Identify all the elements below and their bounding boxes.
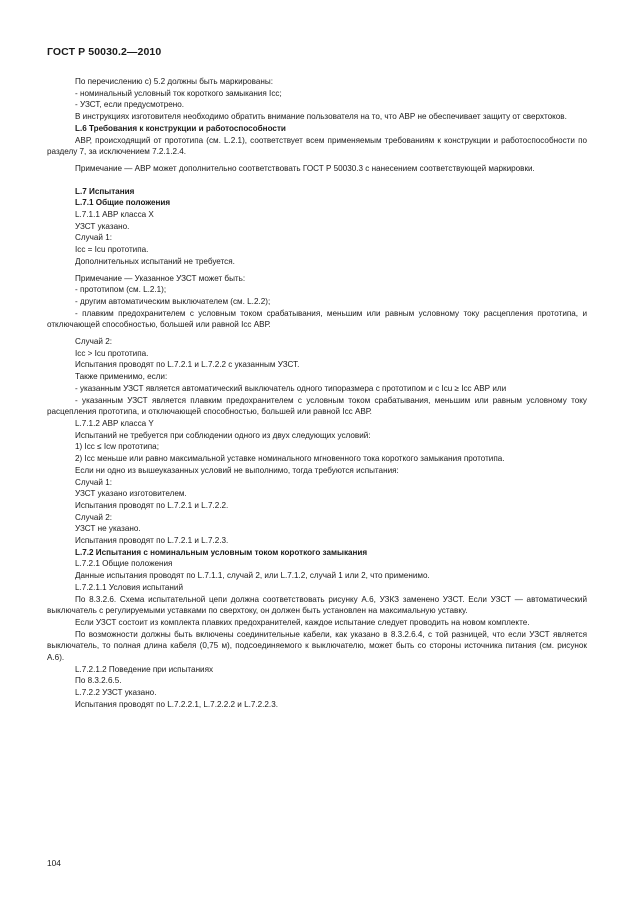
paragraph: L.7.2.1.2 Поведение при испытаниях (75, 664, 214, 674)
paragraph: L.7.2.2 УЗСТ указано. (75, 688, 157, 698)
paragraph: Случай 1: (75, 477, 112, 487)
list-item: - прототипом (см. L.2.1); (75, 285, 167, 295)
note: Примечание — АВР может дополнительно соответствовать ГОСТ Р 50030.3 с нанесением соответствующей маркировки. (75, 163, 535, 173)
paragraph: УЗСТ указано изготовителем. (75, 489, 187, 499)
paragraph: Также применимо, если: (75, 372, 168, 382)
section-heading: L.6 Требования к конструкции и работоспособности (75, 123, 286, 133)
formula-line: Icc = Icu прототипа. (75, 245, 149, 255)
subsection-heading: L.7.1 Общие положения (75, 198, 171, 208)
paragraph: По 8.3.2.6.5. (75, 676, 122, 686)
paragraph: По перечислению с) 5.2 должны быть маркированы: (75, 77, 273, 86)
paragraph: АВР, происходящий от прототипа (см. L.2.1), соответствует всем применяемым требованиям к конструкции и работоспособности по разделу 7, за исключением 7.2.1.2.4. (47, 135, 587, 157)
paragraph: Случай 2: (75, 512, 112, 522)
document-header: ГОСТ Р 50030.2—2010 (47, 46, 162, 58)
paragraph: Случай 2: (75, 337, 112, 347)
paragraph: Случай 1: (75, 233, 112, 243)
list-item: 1) Icc ≤ Icw прототипа; (75, 442, 159, 452)
section-heading: L.7 Испытания (75, 186, 135, 196)
paragraph: По 8.3.2.6. Схема испытательной цепи должна соответствовать рисунку А.6, УЗКЗ заменено УЗСТ. Если УЗСТ — автоматический выключатель с регулируемыми уставками по сверхтоку, он должен быть установлен на максимальную уставку. (47, 594, 587, 616)
paragraph: L.7.1.1 АВР класса X (75, 210, 154, 220)
paragraph: Испытания проводят по L.7.2.2.1, L.7.2.2.2 и L.7.2.2.3. (75, 699, 278, 709)
list-item: - плавким предохранителем с условным током срабатывания, меньшим или равным условному току расцепления прототипа, и отключающей способностью, большей или равной Icc АВР. (47, 308, 587, 330)
list-item: - другим автоматическим выключателем (см. L.2.2); (75, 296, 271, 306)
paragraph: УЗСТ указано. (75, 221, 130, 231)
list-item: - указанным УЗСТ является плавким предохранителем с условным током срабатывания, меньшим или равным условному току расцепления прототипа, и отключающей способностью, большей или равной Icc АВР. (47, 395, 587, 417)
page-number: 104 (47, 858, 61, 868)
paragraph: L.7.2.1 Общие положения (75, 559, 173, 569)
section-heading: L.7.2 Испытания с номинальным условным током короткого замыкания (75, 547, 368, 557)
paragraph: Испытания проводят по L.7.2.1 и L.7.2.2 с указанным УЗСТ. (75, 360, 300, 370)
paragraph: В инструкциях изготовителя необходимо обратить внимание пользователя на то, что АВР не обеспечивает защиту от сверхтоков. (75, 112, 567, 122)
list-item: - указанным УЗСТ является автоматический выключатель одного типоразмера с прототипом и с Icu ≥ Icc АВР или (75, 383, 507, 393)
formula-line: Icc > Icu прототипа. (75, 348, 149, 358)
paragraph: - номинальный условный ток короткого замыкания Icc; (75, 88, 282, 98)
paragraph: По возможности должны быть включены соединительные кабели, как указано в 8.3.2.6.4, с той разницей, что если УЗСТ является выключатель, то полная длина кабеля (0,75 м), подсоединяемого к выключателю, может быть со стороны источника питания (см. рисунок А.6). (47, 629, 587, 663)
paragraph: L.7.2.1.1 Условия испытаний (75, 582, 183, 592)
paragraph: УЗСТ не указано. (75, 524, 141, 534)
paragraph: - УЗСТ, если предусмотрено. (75, 100, 185, 110)
paragraph: Данные испытания проводят по L.7.1.1, случай 2, или L.7.1.2, случай 1 или 2, что применимо. (75, 571, 430, 581)
paragraph: L.7.1.2 АВР класса Y (75, 418, 154, 428)
document-body (47, 76, 587, 711)
paragraph: Дополнительных испытаний не требуется. (75, 256, 235, 266)
paragraph: Испытаний не требуется при соблюдении одного из двух следующих условий: (75, 430, 371, 440)
paragraph: Испытания проводят по L.7.2.1 и L.7.2.3. (75, 536, 229, 546)
paragraph: Испытания проводят по L.7.2.1 и L.7.2.2. (75, 500, 229, 510)
paragraph: Если ни одно из вышеуказанных условий не выполнимо, тогда требуются испытания: (75, 465, 399, 475)
note: Примечание — Указанное УЗСТ может быть: (75, 273, 246, 283)
list-item: 2) Icc меньше или равно максимальной уставке номинального мгновенного тока короткого замыкания прототипа. (75, 454, 505, 464)
paragraph: Если УЗСТ состоит из комплекта плавких предохранителей, каждое испытание следует проводить на новом комплекте. (75, 617, 530, 627)
